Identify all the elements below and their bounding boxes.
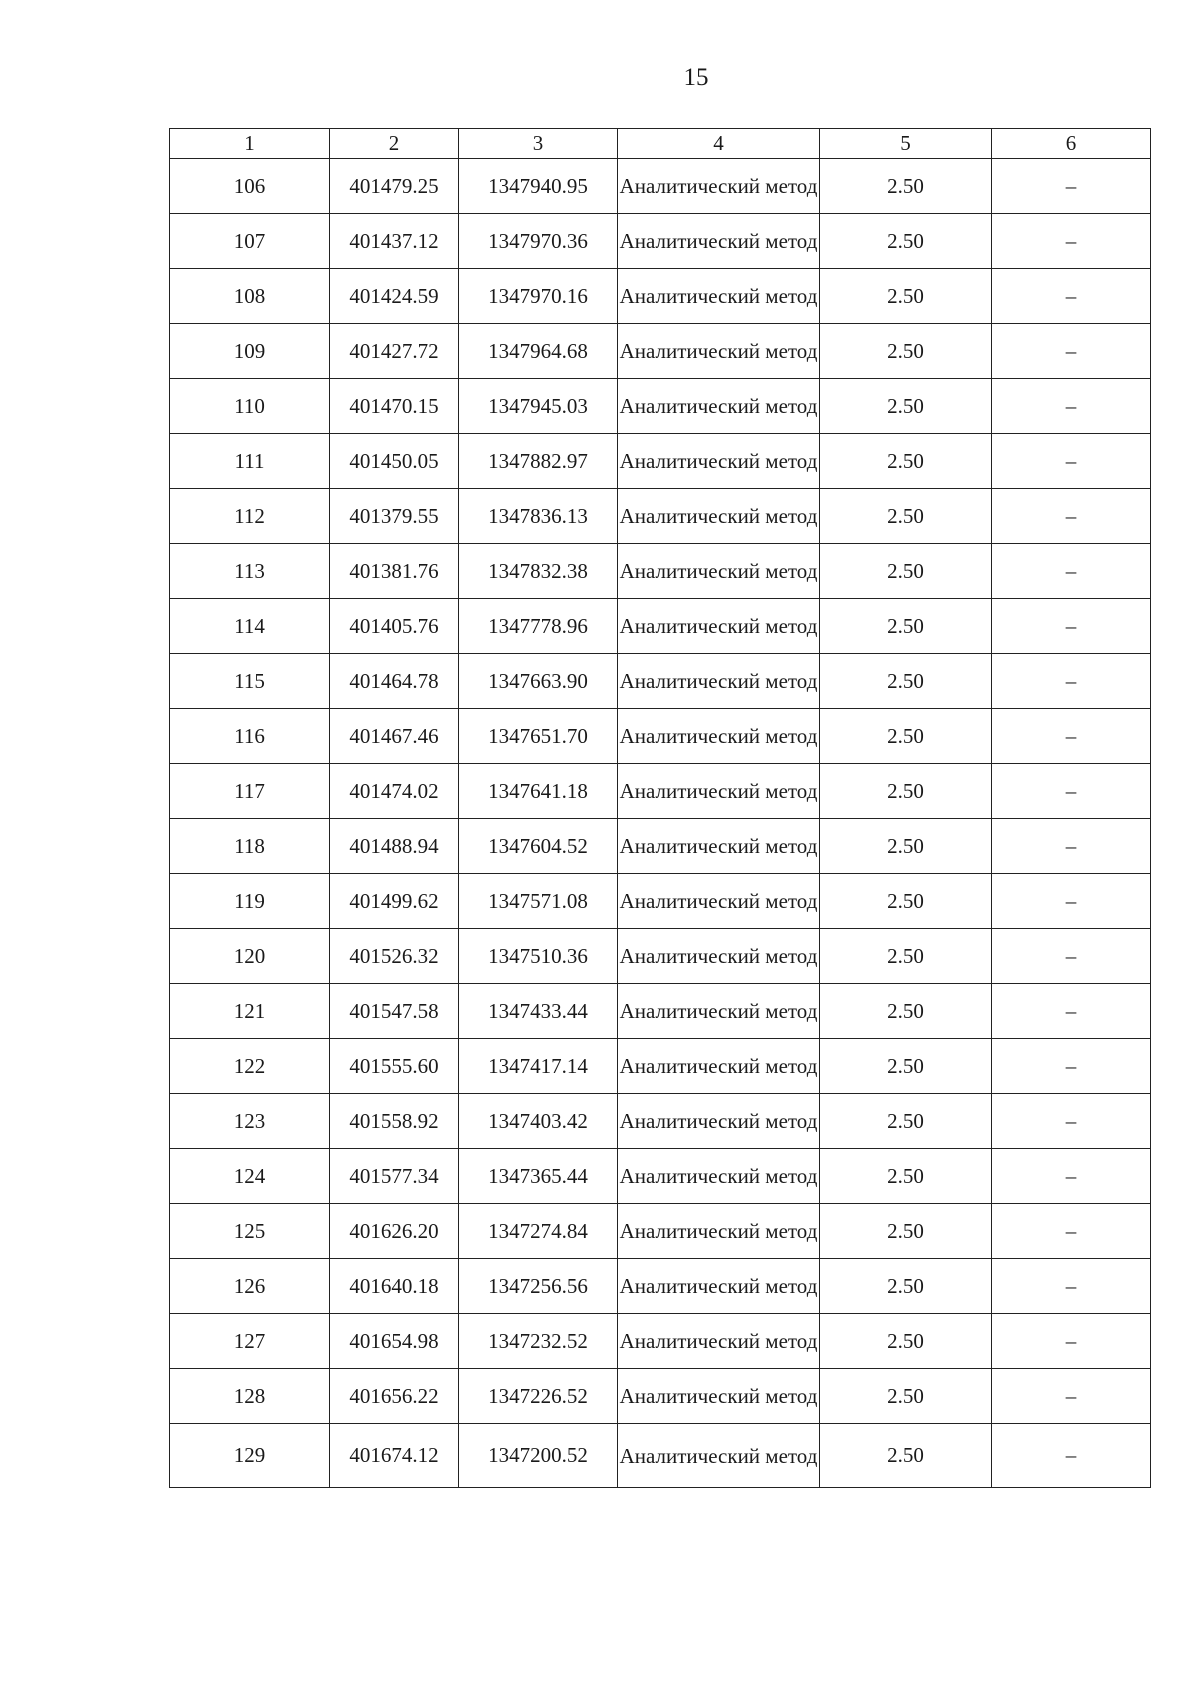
method-cell: Аналитический метод xyxy=(618,1039,820,1094)
x-coordinate-cell: 401405.76 xyxy=(330,599,459,654)
method-cell: Аналитический метод xyxy=(618,1369,820,1424)
accuracy-cell: 2.50 xyxy=(820,1314,992,1369)
note-cell: – xyxy=(992,1424,1151,1488)
y-coordinate-cell: 1347200.52 xyxy=(459,1424,618,1488)
accuracy-cell: 2.50 xyxy=(820,929,992,984)
note-cell: – xyxy=(992,379,1151,434)
method-cell: Аналитический метод xyxy=(618,599,820,654)
note-cell: – xyxy=(992,159,1151,214)
y-coordinate-cell: 1347604.52 xyxy=(459,819,618,874)
note-cell: – xyxy=(992,1149,1151,1204)
note-cell: – xyxy=(992,489,1151,544)
y-coordinate-cell: 1347510.36 xyxy=(459,929,618,984)
y-coordinate-cell: 1347836.13 xyxy=(459,489,618,544)
column-header: 4 xyxy=(618,129,820,159)
accuracy-cell: 2.50 xyxy=(820,214,992,269)
method-cell: Аналитический метод xyxy=(618,159,820,214)
point-number-cell: 114 xyxy=(170,599,330,654)
method-cell: Аналитический метод xyxy=(618,654,820,709)
point-number-cell: 113 xyxy=(170,544,330,599)
point-number-cell: 122 xyxy=(170,1039,330,1094)
note-cell: – xyxy=(992,599,1151,654)
point-number-cell: 111 xyxy=(170,434,330,489)
method-cell: Аналитический метод xyxy=(618,434,820,489)
point-number-cell: 118 xyxy=(170,819,330,874)
note-cell: – xyxy=(992,819,1151,874)
method-cell: Аналитический метод xyxy=(618,984,820,1039)
x-coordinate-cell: 401640.18 xyxy=(330,1259,459,1314)
point-number-cell: 128 xyxy=(170,1369,330,1424)
note-cell: – xyxy=(992,709,1151,764)
method-cell: Аналитический метод xyxy=(618,214,820,269)
accuracy-cell: 2.50 xyxy=(820,1094,992,1149)
accuracy-cell: 2.50 xyxy=(820,984,992,1039)
table-row xyxy=(170,269,1151,324)
page-number: 15 xyxy=(683,64,709,91)
x-coordinate-cell: 401467.46 xyxy=(330,709,459,764)
y-coordinate-cell: 1347274.84 xyxy=(459,1204,618,1259)
accuracy-cell: 2.50 xyxy=(820,269,992,324)
y-coordinate-cell: 1347663.90 xyxy=(459,654,618,709)
x-coordinate-cell: 401558.92 xyxy=(330,1094,459,1149)
accuracy-cell: 2.50 xyxy=(820,599,992,654)
method-cell: Аналитический метод xyxy=(618,819,820,874)
y-coordinate-cell: 1347970.16 xyxy=(459,269,618,324)
x-coordinate-cell: 401470.15 xyxy=(330,379,459,434)
y-coordinate-cell: 1347641.18 xyxy=(459,764,618,819)
point-number-cell: 121 xyxy=(170,984,330,1039)
table-row xyxy=(170,1259,1151,1314)
point-number-cell: 119 xyxy=(170,874,330,929)
note-cell: – xyxy=(992,324,1151,379)
table-body xyxy=(170,159,1151,1488)
table-header-row xyxy=(170,129,1151,159)
accuracy-cell: 2.50 xyxy=(820,159,992,214)
y-coordinate-cell: 1347232.52 xyxy=(459,1314,618,1369)
table-row xyxy=(170,489,1151,544)
y-coordinate-cell: 1347365.44 xyxy=(459,1149,618,1204)
x-coordinate-cell: 401424.59 xyxy=(330,269,459,324)
table-row xyxy=(170,379,1151,434)
y-coordinate-cell: 1347571.08 xyxy=(459,874,618,929)
table-row xyxy=(170,874,1151,929)
accuracy-cell: 2.50 xyxy=(820,1424,992,1488)
table-row xyxy=(170,1204,1151,1259)
point-number-cell: 127 xyxy=(170,1314,330,1369)
accuracy-cell: 2.50 xyxy=(820,819,992,874)
column-header: 2 xyxy=(330,129,459,159)
y-coordinate-cell: 1347226.52 xyxy=(459,1369,618,1424)
note-cell: – xyxy=(992,764,1151,819)
point-number-cell: 112 xyxy=(170,489,330,544)
note-cell: – xyxy=(992,269,1151,324)
method-cell: Аналитический метод xyxy=(618,1314,820,1369)
note-cell: – xyxy=(992,874,1151,929)
x-coordinate-cell: 401499.62 xyxy=(330,874,459,929)
accuracy-cell: 2.50 xyxy=(820,434,992,489)
x-coordinate-cell: 401656.22 xyxy=(330,1369,459,1424)
method-cell: Аналитический метод xyxy=(618,379,820,434)
table-row xyxy=(170,324,1151,379)
accuracy-cell: 2.50 xyxy=(820,1149,992,1204)
accuracy-cell: 2.50 xyxy=(820,764,992,819)
point-number-cell: 106 xyxy=(170,159,330,214)
accuracy-cell: 2.50 xyxy=(820,324,992,379)
point-number-cell: 117 xyxy=(170,764,330,819)
x-coordinate-cell: 401379.55 xyxy=(330,489,459,544)
method-cell: Аналитический метод xyxy=(618,709,820,764)
note-cell: – xyxy=(992,1369,1151,1424)
y-coordinate-cell: 1347403.42 xyxy=(459,1094,618,1149)
accuracy-cell: 2.50 xyxy=(820,1204,992,1259)
x-coordinate-cell: 401674.12 xyxy=(330,1424,459,1488)
note-cell: – xyxy=(992,1314,1151,1369)
table-row xyxy=(170,1369,1151,1424)
point-number-cell: 115 xyxy=(170,654,330,709)
method-cell: Аналитический метод xyxy=(618,1094,820,1149)
x-coordinate-cell: 401381.76 xyxy=(330,544,459,599)
column-header: 6 xyxy=(992,129,1151,159)
x-coordinate-cell: 401488.94 xyxy=(330,819,459,874)
point-number-cell: 109 xyxy=(170,324,330,379)
point-number-cell: 120 xyxy=(170,929,330,984)
y-coordinate-cell: 1347832.38 xyxy=(459,544,618,599)
y-coordinate-cell: 1347882.97 xyxy=(459,434,618,489)
x-coordinate-cell: 401626.20 xyxy=(330,1204,459,1259)
x-coordinate-cell: 401479.25 xyxy=(330,159,459,214)
y-coordinate-cell: 1347651.70 xyxy=(459,709,618,764)
table-row xyxy=(170,1314,1151,1369)
column-header: 1 xyxy=(170,129,330,159)
y-coordinate-cell: 1347433.44 xyxy=(459,984,618,1039)
table-row xyxy=(170,984,1151,1039)
accuracy-cell: 2.50 xyxy=(820,489,992,544)
y-coordinate-cell: 1347964.68 xyxy=(459,324,618,379)
x-coordinate-cell: 401427.72 xyxy=(330,324,459,379)
x-coordinate-cell: 401437.12 xyxy=(330,214,459,269)
method-cell: Аналитический метод xyxy=(618,1149,820,1204)
method-cell: Аналитический метод xyxy=(618,324,820,379)
x-coordinate-cell: 401450.05 xyxy=(330,434,459,489)
table-row xyxy=(170,1424,1151,1488)
table-row xyxy=(170,159,1151,214)
point-number-cell: 110 xyxy=(170,379,330,434)
x-coordinate-cell: 401555.60 xyxy=(330,1039,459,1094)
note-cell: – xyxy=(992,1204,1151,1259)
x-coordinate-cell: 401464.78 xyxy=(330,654,459,709)
point-number-cell: 107 xyxy=(170,214,330,269)
y-coordinate-cell: 1347256.56 xyxy=(459,1259,618,1314)
accuracy-cell: 2.50 xyxy=(820,544,992,599)
y-coordinate-cell: 1347970.36 xyxy=(459,214,618,269)
point-number-cell: 124 xyxy=(170,1149,330,1204)
method-cell: Аналитический метод xyxy=(618,269,820,324)
method-cell: Аналитический метод xyxy=(618,929,820,984)
table-row xyxy=(170,544,1151,599)
point-number-cell: 125 xyxy=(170,1204,330,1259)
point-number-cell: 123 xyxy=(170,1094,330,1149)
accuracy-cell: 2.50 xyxy=(820,874,992,929)
x-coordinate-cell: 401654.98 xyxy=(330,1314,459,1369)
method-cell: Аналитический метод xyxy=(618,544,820,599)
note-cell: – xyxy=(992,544,1151,599)
method-cell: Аналитический метод xyxy=(618,764,820,819)
table-row xyxy=(170,1149,1151,1204)
column-header: 5 xyxy=(820,129,992,159)
table-row xyxy=(170,434,1151,489)
note-cell: – xyxy=(992,214,1151,269)
accuracy-cell: 2.50 xyxy=(820,1369,992,1424)
note-cell: – xyxy=(992,1039,1151,1094)
table-row xyxy=(170,819,1151,874)
point-number-cell: 129 xyxy=(170,1424,330,1488)
table-row xyxy=(170,709,1151,764)
column-header: 3 xyxy=(459,129,618,159)
y-coordinate-cell: 1347778.96 xyxy=(459,599,618,654)
accuracy-cell: 2.50 xyxy=(820,654,992,709)
note-cell: – xyxy=(992,1259,1151,1314)
table-row xyxy=(170,1039,1151,1094)
method-cell: Аналитический метод xyxy=(618,489,820,544)
y-coordinate-cell: 1347940.95 xyxy=(459,159,618,214)
table-row xyxy=(170,1094,1151,1149)
note-cell: – xyxy=(992,929,1151,984)
method-cell: Аналитический метод xyxy=(618,1204,820,1259)
x-coordinate-cell: 401577.34 xyxy=(330,1149,459,1204)
accuracy-cell: 2.50 xyxy=(820,1039,992,1094)
table-row xyxy=(170,654,1151,709)
table-row xyxy=(170,929,1151,984)
y-coordinate-cell: 1347417.14 xyxy=(459,1039,618,1094)
table-row xyxy=(170,214,1151,269)
point-number-cell: 116 xyxy=(170,709,330,764)
y-coordinate-cell: 1347945.03 xyxy=(459,379,618,434)
accuracy-cell: 2.50 xyxy=(820,379,992,434)
table-row xyxy=(170,764,1151,819)
note-cell: – xyxy=(992,434,1151,489)
accuracy-cell: 2.50 xyxy=(820,1259,992,1314)
x-coordinate-cell: 401474.02 xyxy=(330,764,459,819)
coordinates-table xyxy=(169,128,1151,1488)
note-cell: – xyxy=(992,984,1151,1039)
method-cell: Аналитический метод xyxy=(618,1259,820,1314)
method-cell: Аналитический метод xyxy=(618,874,820,929)
x-coordinate-cell: 401547.58 xyxy=(330,984,459,1039)
point-number-cell: 126 xyxy=(170,1259,330,1314)
table-row xyxy=(170,599,1151,654)
x-coordinate-cell: 401526.32 xyxy=(330,929,459,984)
accuracy-cell: 2.50 xyxy=(820,709,992,764)
note-cell: – xyxy=(992,654,1151,709)
point-number-cell: 108 xyxy=(170,269,330,324)
method-cell: Аналитический метод xyxy=(618,1424,820,1488)
note-cell: – xyxy=(992,1094,1151,1149)
